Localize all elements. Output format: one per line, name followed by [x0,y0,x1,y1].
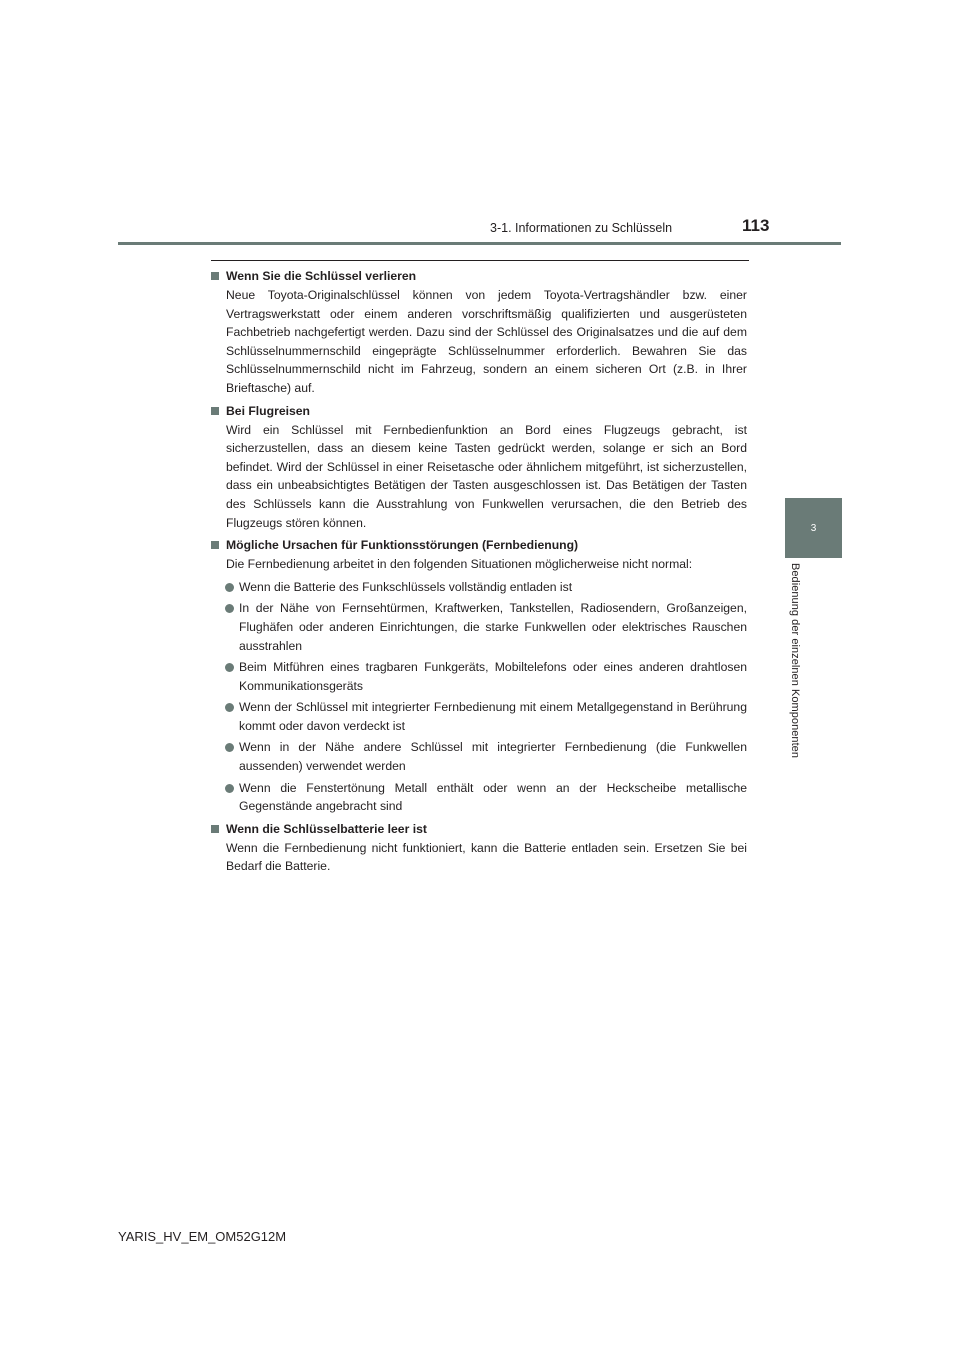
list-item [211,578,747,597]
chapter-tab-number: 3 [810,522,817,534]
chapter-tab [785,498,842,558]
section-body: Neue Toyota-Originalschlüssel können von jedem Toyota-Vertragshändler bzw. einer Vertragswerkstatt oder einem anderen vorschriftsmäßig qualifizierten und ausgerüsteten Fachbetrieb nachgefertigt werden. Dazu sind der Schlüssel des Originalsatzes und die auf dem Schlüsselnummernschild eingeprägte Schlüsselnummer erforderlich. Bewahren Sie das Schlüsselnummernschild nicht im Fahrzeug, sondern an einem sicheren Ort (z.B. in Ihrer Brieftasche) auf. [226,288,747,395]
list-item-text: Wenn in der Nähe andere Schlüssel mit integrierter Fernbedienung (die Funkwellen aussenden) verwendet werden [239,740,747,774]
circle-bullet-icon [225,583,234,592]
list-item [211,658,747,695]
square-bullet-icon [211,541,219,549]
section-lost-keys [211,267,747,398]
section-heading [211,536,747,555]
list-item [211,599,747,655]
section-heading-text: Mögliche Ursachen für Funktionsstörungen (Fernbedienung) [226,538,579,553]
section-heading [211,402,747,421]
square-bullet-icon [211,407,219,415]
content-divider [211,260,749,261]
chapter-side-label-container [785,563,813,798]
section-heading-text: Bei Flugreisen [226,403,310,418]
document-code: YARIS_HV_EM_OM52G12M [118,1229,287,1244]
circle-bullet-icon [225,784,234,793]
square-bullet-icon [211,825,219,833]
list-item-text: Wenn die Fenstertönung Metall enthält oder wenn an der Heckscheibe metallische Gegenstände angebracht sind [239,780,747,814]
section-malfunction-causes [211,536,747,816]
list-item [211,779,747,816]
list-item-text: Beim Mitführen eines tragbaren Funkgeräts, Mobiltelefons oder eines anderen drahtlosen Kommunikationsgeräts [239,660,747,693]
list-item-text: Wenn die Batterie des Funkschlüssels vollständig entladen ist [239,579,573,594]
header-divider [118,242,841,245]
circle-bullet-icon [225,703,234,712]
section-heading [211,820,747,839]
list-item-text: Wenn der Schlüssel mit integrierter Fernbedienung mit einem Metallgegenstand in Berührung kommt oder davon verdeckt ist [239,700,747,733]
circle-bullet-icon [225,663,234,672]
chapter-side-label: Bedienung der einzelnen Komponenten [789,563,801,759]
page-number: 113 [742,216,770,235]
section-body: Wird ein Schlüssel mit Fernbedienfunktion an Bord eines Flugzeugs gebracht, ist sicherzustellen, dass an diesem keine Tasten gedrückt werden, solange er sich an Bord befindet. Wird der Schlüssel in einer Reisetasche oder ähnlichem mitgeführt, ist sicherzustellen, dass ein unbeabsichtigtes Betätigen der Tasten ausgeschlossen ist. Das Betätigen der Tasten des Schlüssels kann die Ausstrahlung von Funkwellen verursachen, die den Betrieb des Flugzeugs stören können. [226,422,747,530]
section-intro: Die Fernbedienung arbeitet in den folgenden Situationen möglicherweise nicht normal: [226,557,693,572]
page-content [211,267,747,880]
circle-bullet-icon [225,743,234,752]
section-heading [211,267,747,286]
square-bullet-icon [211,272,219,280]
list-item [211,738,747,775]
list-item [211,698,747,735]
section-heading-text: Wenn die Schlüsselbatterie leer ist [226,821,427,836]
list-item-text: In der Nähe von Fernsehtürmen, Kraftwerken, Tankstellen, Radiosendern, Großanzeigen, Flughäfen oder anderen Einrichtungen, die starke Funkwellen oder elektrisches Rauschen ausstrahlen [239,601,747,653]
section-body: Wenn die Fernbedienung nicht funktioniert, kann die Batterie entladen sein. Ersetzen Sie bei Bedarf die Batterie. [226,840,747,874]
section-air-travel [211,402,747,533]
chapter-title: 3-1. Informationen zu Schlüsseln [490,221,673,235]
circle-bullet-icon [225,604,234,613]
section-heading-text: Wenn Sie die Schlüssel verlieren [226,269,417,283]
section-empty-battery [211,820,747,876]
